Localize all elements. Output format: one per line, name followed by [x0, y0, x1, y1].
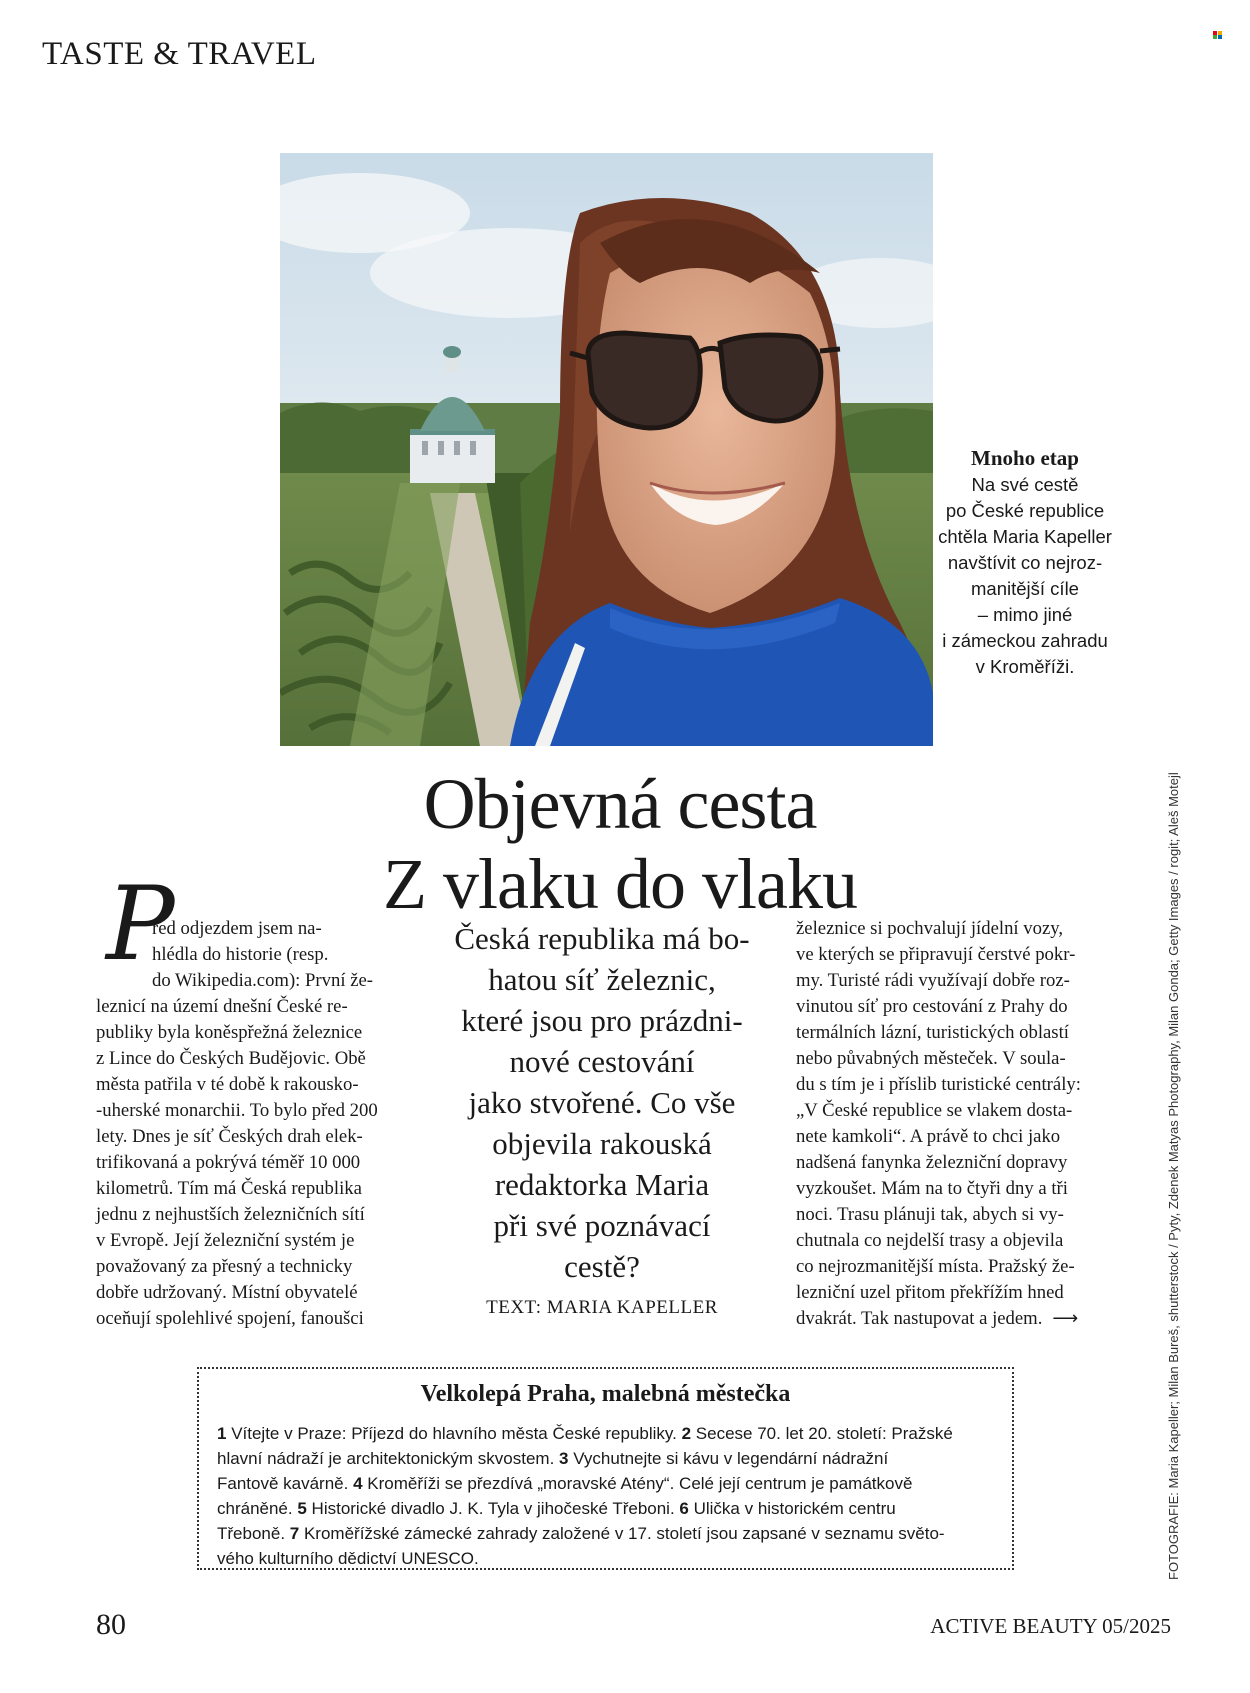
lead-line: hatou síť železnic, [488, 962, 716, 997]
body-line: jednu z nejhustších železničních sítí [96, 1204, 365, 1225]
body-line: noci. Trasu plánuji tak, abych si vy- [796, 1204, 1064, 1225]
drop-cap: P [106, 865, 175, 984]
body-line: města patřila v té době k rakousko- [96, 1074, 359, 1095]
hero-photo [280, 153, 933, 746]
caption-line: manitější cíle [971, 578, 1079, 599]
body-line: chutnala co nejdelší trasy a objevila [796, 1230, 1064, 1251]
body-line: leznicí na území dnešní České re- [96, 996, 348, 1017]
item-text: Vychutnejte si kávu v legendární nádražní [568, 1449, 889, 1468]
body-line: oceňují spolehlivé spojení, fanoušci [96, 1308, 364, 1329]
body-line: dobře udržovaný. Místní obyvatelé [96, 1282, 358, 1303]
body-line: ve kterých se připravují čerstvé pokr- [796, 944, 1076, 965]
section-label: TASTE & TRAVEL [42, 36, 317, 72]
item-text: Ulička v historickém centru [688, 1499, 896, 1518]
item-number: 3 [559, 1449, 569, 1468]
item-number: 6 [679, 1499, 689, 1518]
info-box-line [217, 1521, 997, 1546]
lead-line: při své poznávací [493, 1208, 711, 1243]
page-number: 80 [96, 1608, 126, 1641]
caption-line: – mimo jiné [977, 604, 1073, 625]
lead-line: Česká republika má bo- [454, 921, 750, 956]
body-line: nadšená fanynka železniční dopravy [796, 1152, 1068, 1173]
continue-arrow-icon: ⟶ [1052, 1308, 1079, 1329]
item-text: Kroměřížské zámecké zahrady založené v 17. století jsou zapsané v seznamu světo- [299, 1524, 945, 1543]
body-line: -uherské monarchii. To bylo před 200 [96, 1100, 378, 1121]
item-number: 2 [681, 1424, 692, 1443]
caption-line: chtěla Maria Kapeller [938, 526, 1112, 547]
lead-line: jako stvořené. Co vše [468, 1085, 736, 1120]
body-line: my. Turisté rádi využívají dobře roz- [796, 970, 1070, 991]
headline-line-1: Objevná cesta [423, 764, 817, 844]
caption-line: po České republice [945, 500, 1105, 521]
info-box-line [217, 1496, 997, 1521]
item-text: chráněné. [217, 1499, 298, 1518]
body-line: lety. Dnes je síť Českých drah elek- [96, 1126, 363, 1147]
body-line: železnice si pochvalují jídelní vozy, [796, 918, 1064, 939]
item-text: Třeboně. [217, 1524, 290, 1543]
body-line: v Evropě. Její železniční systém je [96, 1230, 355, 1251]
caption-line: navštívit co nejroz- [947, 552, 1103, 573]
item-text: vého kulturního dědictví UNESCO. [217, 1549, 479, 1568]
body-line: kilometrů. Tím má Česká republika [96, 1178, 362, 1199]
brand-logo-icon [1213, 31, 1223, 39]
body-line-last [796, 1306, 1114, 1332]
info-box-body [217, 1421, 997, 1571]
body-line: lezniční uzel přitom překřížím hned [796, 1282, 1064, 1303]
body-line: hlédla do historie (resp. [152, 944, 329, 965]
item-number: 4 [353, 1474, 363, 1493]
body-line: do Wikipedia.com): První že- [152, 970, 374, 991]
info-box [197, 1367, 1014, 1570]
lead-line: které jsou pro prázdni- [461, 1003, 743, 1038]
headline-line-2: Z vlaku do vlaku [383, 844, 857, 924]
item-text: Secese 70. let 20. století: Pražské [691, 1424, 953, 1443]
body-column-3 [796, 916, 1114, 1332]
body-line: co nejrozmanitější místa. Pražský že- [796, 1256, 1075, 1277]
lead-line: objevila rakouská [492, 1126, 712, 1161]
info-box-line [217, 1446, 997, 1471]
caption-line: v Kroměříži. [975, 656, 1075, 677]
photo-woman-sunglasses-garden-icon [280, 153, 933, 746]
body-line: termálních lázní, turistických oblastí [796, 1022, 1069, 1043]
item-text: hlavní nádraží je architektonickým skvostem. [217, 1449, 560, 1468]
body-line: vyzkoušet. Mám na to čtyři dny a tři [796, 1178, 1068, 1199]
caption-line: i zámeckou zahradu [942, 630, 1108, 651]
body-line: trifikovaná a pokrývá téměř 10 000 [96, 1152, 361, 1173]
item-number: 5 [297, 1499, 307, 1518]
caption-title: Mnoho etap [971, 446, 1079, 470]
item-text: Vítejte v Praze: Příjezd do hlavního města České republiky. [226, 1424, 682, 1443]
body-line: nete kamkoli“. A právě to chci jako [796, 1126, 1061, 1147]
caption-line: Na své cestě [971, 474, 1079, 495]
lead-line: redaktorka Maria [494, 1167, 710, 1202]
item-text: Kroměříži se přezdívá „moravské Atény“. Celé její centrum je památkově [362, 1474, 913, 1493]
issue-label: ACTIVE BEAUTY 05/2025 [930, 1614, 1171, 1638]
lead-line: nové cestování [509, 1044, 695, 1079]
body-line: nebo půvabných městeček. V soula- [796, 1048, 1066, 1069]
item-number: 1 [217, 1424, 227, 1443]
body-line: řed odjezdem jsem na- [152, 918, 322, 939]
photo-caption [930, 444, 1120, 680]
info-box-line [217, 1471, 997, 1496]
body-line: z Lince do Českých Budějovic. Obě [96, 1048, 366, 1069]
brand-dot-blue [1218, 35, 1222, 39]
byline: TEXT: MARIA KAPELLER [486, 1297, 718, 1318]
info-box-line [217, 1421, 997, 1446]
body-line: považovaný za přesný a technicky [96, 1256, 353, 1277]
item-text: Historické divadlo J. K. Tyla v jihočeské Třeboni. [306, 1499, 680, 1518]
item-text: Fantově kavárně. [217, 1474, 354, 1493]
photo-credits: FOTOGRAFIE: Maria Kapeller; Milan Bureš, shutterstock / Pyty, Zdenek Matyas Photography, Milan Gonda; Getty Images / rogit; Aleš Motejl [1166, 772, 1181, 1580]
body-line: du s tím je i příslib turistické centrály: [796, 1074, 1081, 1095]
info-box-title: Velkolepá Praha, malebná městečka [420, 1381, 791, 1407]
item-number: 7 [289, 1524, 300, 1543]
body-column-1 [96, 865, 418, 1332]
brand-dot-green [1213, 35, 1217, 39]
body-line-text: dvakrát. Tak nastupovat a jedem. [796, 1308, 1043, 1329]
info-box-line [217, 1546, 997, 1571]
lead-line: cestě? [564, 1249, 640, 1284]
lead-paragraph [432, 918, 772, 1287]
body-line: „V České republice se vlakem dosta- [796, 1100, 1073, 1121]
body-line: publiky byla koněspřežná železnice [96, 1022, 363, 1043]
article-headline [300, 764, 940, 924]
body-line: vinutou síť pro cestování z Prahy do [796, 996, 1068, 1017]
